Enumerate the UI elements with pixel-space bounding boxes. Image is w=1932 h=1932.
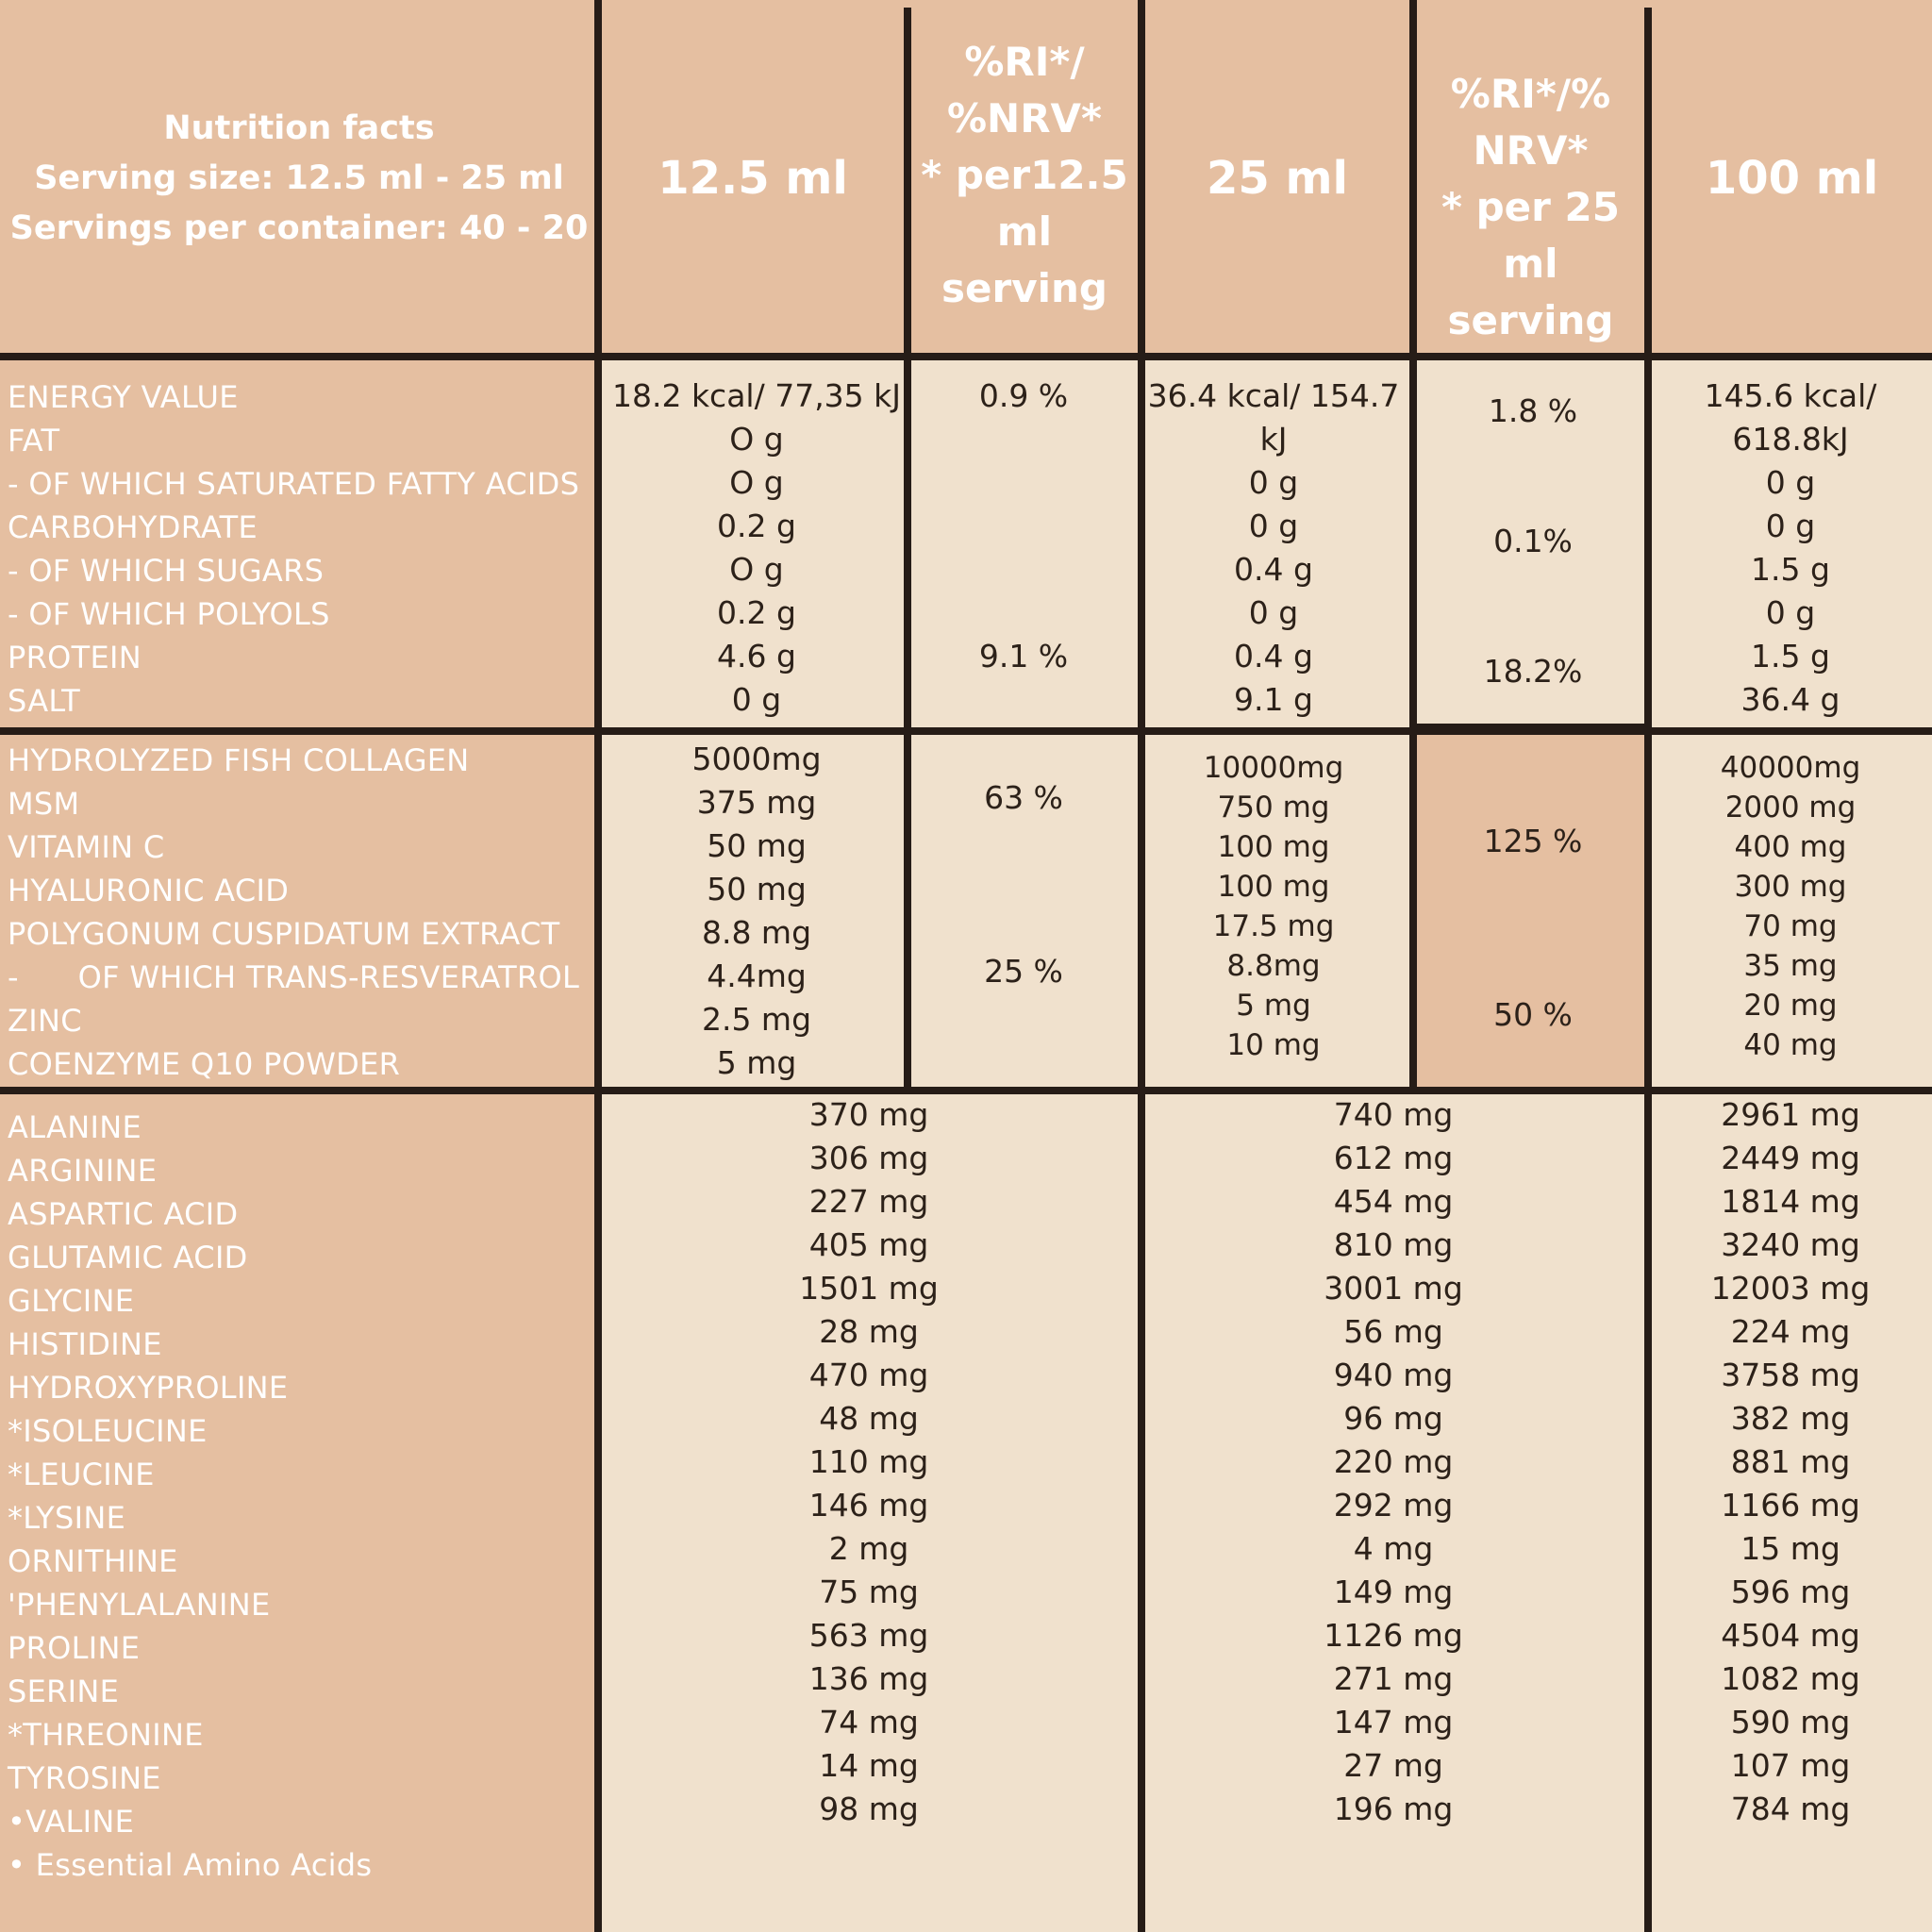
value-cell: 149 mg (1333, 1574, 1454, 1610)
column-header-ri-12-5ml (911, 34, 1138, 317)
row-label: PROLINE (8, 1630, 141, 1666)
value-cell: 405 mg (808, 1226, 929, 1263)
value-cell: 36.4 kcal/ 154.7 (1147, 377, 1400, 414)
value-cell: 145.6 kcal/ (1704, 377, 1877, 414)
value-cell: 98 mg (819, 1790, 919, 1827)
value-cell: 4.6 g (717, 638, 796, 675)
value-cell: 750 mg (1217, 791, 1330, 824)
row-label: - OF WHICH TRANS-RESVERATROL (8, 959, 580, 995)
value-cell: 2000 mg (1724, 791, 1857, 824)
ri25-section1-background (1416, 728, 1646, 1091)
value-cell: 146 mg (808, 1487, 929, 1524)
row-label: HYDROLYZED FISH COLLAGEN (8, 742, 470, 778)
value-cell: 40 mg (1743, 1028, 1838, 1062)
value-cell: 0 g (1248, 594, 1299, 631)
value-cell: 35 mg (1743, 949, 1838, 983)
row-label: - OF WHICH POLYOLS (8, 596, 330, 632)
value-cell: O g (729, 464, 784, 501)
value-cell: 36.4 g (1740, 681, 1840, 718)
row-label: GLUTAMIC ACID (8, 1240, 248, 1275)
value-cell: 300 mg (1734, 870, 1847, 904)
value-cell: 4.4mg (707, 958, 807, 994)
column-header-25ml: 25 ml (1207, 152, 1348, 205)
value-cell: 5 mg (1236, 989, 1311, 1023)
value-cell: 48 mg (819, 1400, 919, 1437)
title-line: Nutrition facts (163, 108, 435, 147)
value-cell: 596 mg (1730, 1574, 1851, 1610)
value-cell: 50 mg (707, 827, 807, 864)
column-header-ri-25ml (1417, 66, 1644, 343)
title-line: Serving size: 12.5 ml - 25 ml (34, 158, 564, 197)
percent-cell: 63 % (984, 779, 1063, 816)
value-cell: 612 mg (1333, 1140, 1454, 1176)
value-cell: 3001 mg (1324, 1270, 1463, 1307)
row-label: HISTIDINE (8, 1326, 162, 1362)
row-label: MSM (8, 786, 80, 822)
value-cell: kJ (1259, 421, 1288, 458)
row-label: FAT (8, 423, 60, 458)
value-cell: 40000mg (1720, 751, 1861, 785)
value-cell: 56 mg (1343, 1313, 1443, 1350)
value-cell: 881 mg (1730, 1443, 1851, 1480)
row-label: COENZYME Q10 POWDER (8, 1046, 401, 1082)
value-cell: 382 mg (1730, 1400, 1851, 1437)
value-cell: 110 mg (808, 1443, 929, 1480)
header-line: * per12.5 (921, 152, 1128, 198)
value-cell: 147 mg (1333, 1704, 1454, 1740)
value-cell: 0 g (1248, 508, 1299, 544)
value-cell: 14 mg (819, 1747, 919, 1784)
value-cell: 27 mg (1343, 1747, 1443, 1784)
value-cell: 400 mg (1734, 830, 1847, 864)
value-cell: 2.5 mg (701, 1001, 812, 1038)
header-line: serving (941, 265, 1108, 311)
column-header-12-5ml: 12.5 ml (658, 152, 848, 205)
header-line: ml serving (1447, 241, 1614, 343)
value-cell: 28 mg (819, 1313, 919, 1350)
value-cell: 136 mg (808, 1660, 929, 1697)
row-label: ASPARTIC ACID (8, 1196, 239, 1232)
value-cell: 4 mg (1353, 1530, 1434, 1567)
row-label: PROTEIN (8, 640, 142, 675)
percent-cell: 0.9 % (978, 377, 1069, 414)
value-cell: 100 mg (1217, 870, 1330, 904)
row-label: *THREONINE (8, 1717, 204, 1753)
value-cell: 107 mg (1730, 1747, 1851, 1784)
row-label: SALT (8, 683, 80, 719)
divider-v2 (904, 8, 911, 1089)
row-label: VITAMIN C (8, 829, 165, 865)
row-label: ENERGY VALUE (8, 379, 239, 415)
header-line: %RI*/% (1450, 71, 1611, 117)
value-cell: 196 mg (1333, 1790, 1454, 1827)
value-cell: 0.4 g (1234, 551, 1313, 588)
value-cell: 0 g (1765, 594, 1816, 631)
header-line: ml (996, 208, 1053, 255)
value-cell: 375 mg (696, 784, 817, 821)
value-cell: 12003 mg (1710, 1270, 1871, 1307)
row-label: *LEUCINE (8, 1457, 155, 1492)
value-cell: 454 mg (1333, 1183, 1454, 1220)
divider-h2b (1416, 724, 1646, 729)
value-cell: 1.5 g (1751, 551, 1830, 588)
header-line: NRV* (1473, 127, 1589, 174)
percent-cell: 0.1% (1493, 523, 1573, 559)
value-cell: 3240 mg (1721, 1226, 1860, 1263)
row-label: - OF WHICH SUGARS (8, 553, 325, 589)
row-label: SERINE (8, 1674, 120, 1709)
value-cell: 0.2 g (717, 594, 796, 631)
value-cell: 1126 mg (1324, 1617, 1463, 1654)
value-cell: 306 mg (808, 1140, 929, 1176)
value-cell: 220 mg (1333, 1443, 1454, 1480)
percent-cell: 125 % (1483, 823, 1583, 859)
value-cell: 15 mg (1740, 1530, 1840, 1567)
value-cell: 5000mg (691, 741, 822, 777)
table-title (0, 0, 598, 357)
value-cell: 0 g (731, 681, 782, 718)
value-cell: 1501 mg (799, 1270, 939, 1307)
divider-h3 (0, 1087, 1932, 1094)
value-cell: 1.5 g (1751, 638, 1830, 675)
row-label: GLYCINE (8, 1283, 135, 1319)
value-cell: 1166 mg (1721, 1487, 1860, 1524)
value-cell: 0 g (1248, 464, 1299, 501)
value-cell: 271 mg (1333, 1660, 1454, 1697)
row-label: •VALINE (8, 1804, 135, 1840)
percent-cell: 18.2% (1483, 653, 1583, 690)
value-cell: 9.1 g (1234, 681, 1313, 718)
value-cell: 4504 mg (1721, 1617, 1860, 1654)
title-line: Servings per container: 40 - 20 (9, 208, 589, 247)
value-cell: 10000mg (1203, 751, 1344, 785)
value-cell: 0 g (1765, 508, 1816, 544)
row-label: *LYSINE (8, 1500, 126, 1536)
value-cell: 227 mg (808, 1183, 929, 1220)
value-cell: 2449 mg (1721, 1140, 1860, 1176)
value-cell: 10 mg (1226, 1028, 1321, 1062)
row-label: HYDROXYPROLINE (8, 1370, 289, 1406)
value-cell: 20 mg (1743, 989, 1838, 1023)
row-label: ALANINE (8, 1109, 142, 1145)
value-cell: 70 mg (1743, 909, 1838, 943)
row-label: 'PHENYLALANINE (8, 1587, 271, 1623)
row-label: HYALURONIC ACID (8, 873, 290, 908)
percent-cell: 9.1 % (978, 638, 1069, 675)
row-label: • Essential Amino Acids (8, 1847, 373, 1883)
value-cell: 784 mg (1730, 1790, 1851, 1827)
row-label: *ISOLEUCINE (8, 1413, 208, 1449)
row-label: CARBOHYDRATE (8, 509, 258, 545)
value-cell: O g (729, 551, 784, 588)
header-line: * per 25 (1441, 184, 1620, 230)
value-cell: 0.2 g (717, 508, 796, 544)
row-label: ORNITHINE (8, 1543, 178, 1579)
divider-v3 (1138, 0, 1145, 1932)
value-cell: 2961 mg (1721, 1096, 1860, 1133)
value-cell: 5 mg (716, 1044, 797, 1081)
value-cell: 940 mg (1333, 1357, 1454, 1393)
value-cell: 8.8 mg (701, 914, 812, 951)
value-cell: 17.5 mg (1212, 909, 1335, 943)
column-header-100ml: 100 ml (1705, 152, 1879, 205)
value-cell: 2 mg (828, 1530, 909, 1567)
value-cell: O g (729, 421, 784, 458)
value-cell: 590 mg (1730, 1704, 1851, 1740)
row-label: ZINC (8, 1003, 82, 1039)
divider-v4 (1409, 0, 1417, 1091)
value-cell: 224 mg (1730, 1313, 1851, 1350)
percent-cell: 25 % (984, 953, 1063, 990)
value-cell: 96 mg (1343, 1400, 1443, 1437)
percent-cell: 50 % (1493, 996, 1573, 1033)
row-label: ARGININE (8, 1153, 158, 1189)
value-cell: 1082 mg (1721, 1660, 1860, 1697)
row-label: - OF WHICH SATURATED FATTY ACIDS (8, 466, 580, 502)
value-cell: 75 mg (819, 1574, 919, 1610)
value-cell: 0 g (1765, 464, 1816, 501)
header-line: %NRV* (946, 95, 1103, 142)
value-cell: 470 mg (808, 1357, 929, 1393)
header-line: %RI*/ (964, 39, 1085, 85)
value-cell: 740 mg (1333, 1096, 1454, 1133)
row-label: TYROSINE (8, 1760, 161, 1796)
value-cell: 8.8mg (1226, 949, 1321, 983)
value-cell: 0.4 g (1234, 638, 1313, 675)
value-cell: 100 mg (1217, 830, 1330, 864)
value-cell: 1814 mg (1721, 1183, 1860, 1220)
value-cell: 74 mg (819, 1704, 919, 1740)
value-cell: 292 mg (1333, 1487, 1454, 1524)
value-cell: 370 mg (808, 1096, 929, 1133)
value-cell: 3758 mg (1721, 1357, 1860, 1393)
value-cell: 810 mg (1333, 1226, 1454, 1263)
divider-v5 (1644, 8, 1652, 1932)
value-cell: 18.2 kcal/ 77,35 kJ (611, 377, 902, 414)
row-label: POLYGONUM CUSPIDATUM EXTRACT (8, 916, 560, 952)
value-cell: 618.8kJ (1732, 421, 1849, 458)
percent-cell: 1.8 % (1488, 392, 1578, 429)
value-cell: 50 mg (707, 871, 807, 908)
value-cell: 563 mg (808, 1617, 929, 1654)
